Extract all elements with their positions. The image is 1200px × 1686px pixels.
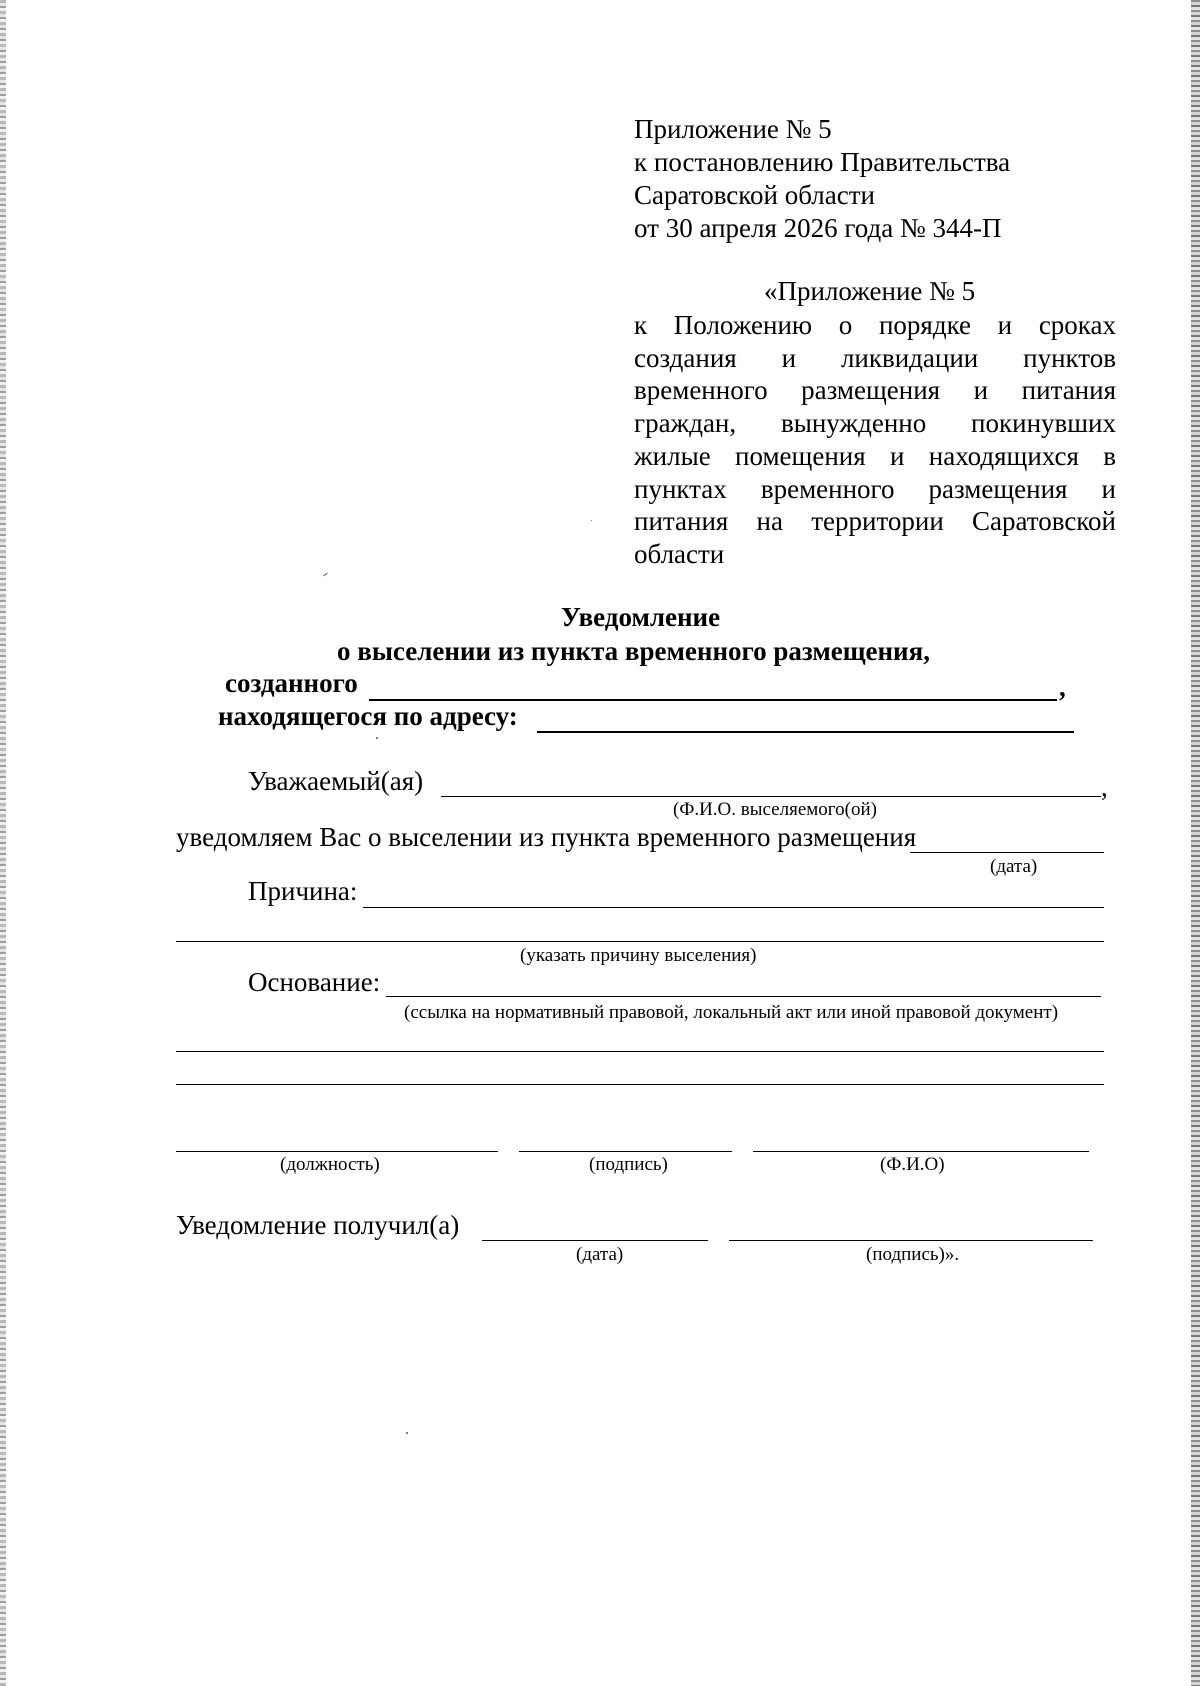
signature-caption: (подпись) [589,1154,668,1175]
notify-text: уведомляем Вас о выселении из пункта временного размещения [176,822,917,852]
salutation-label: Уважаемый(ая) [248,766,424,796]
recipient-name-caption: (Ф.И.О. выселяемого(ой) [673,799,877,820]
created-label: созданного [225,668,358,698]
receipt-date-caption: (дата) [576,1244,624,1265]
basis-label: Основание: [248,967,381,997]
annex-header-line: Саратовской области [634,180,875,210]
basis-field-line-3[interactable] [176,1084,1104,1085]
receipt-date-field-line[interactable] [482,1240,708,1241]
scan-edge-right [1191,0,1200,1686]
eviction-date-field-line[interactable] [910,852,1104,853]
scan-edge-left [0,0,6,1686]
signature-field-line[interactable] [519,1151,732,1152]
receipt-signature-field-line[interactable] [729,1240,1093,1241]
scan-speck [406,1432,408,1434]
scan-speck [323,573,327,577]
created-comma: , [1059,672,1066,702]
notice-subtitle: о выселении из пункта временного размещения, [337,636,930,666]
reason-caption: (указать причину выселения) [520,945,757,966]
regulation-annex-text: к Положению о порядке и сроках создания и ликвидации пунктов временного размещения и питания граждан, вынужденно покинувших жилые помещения и находящихся в пунктах временного размещения и питания на территории Саратовской области [634,310,1116,569]
position-caption: (должность) [280,1154,380,1175]
annex-header-line: от 30 апреля 2026 года № 344-П [634,213,1002,243]
regulation-annex-title: «Приложение № 5 [764,276,976,306]
official-name-field-line[interactable] [753,1151,1089,1152]
annex-header-line: к постановлению Правительства [634,147,1011,177]
position-field-line[interactable] [176,1151,498,1152]
salutation-comma: , [1101,772,1108,802]
annex-header [634,113,1010,245]
address-label: находящегося по адресу: [218,701,518,731]
eviction-date-caption: (дата) [990,856,1038,877]
scan-speck [591,520,592,521]
reason-field-line-2[interactable] [176,941,1104,942]
address-field-line[interactable] [537,731,1074,733]
receipt-signature-caption: (подпись)». [866,1244,960,1265]
basis-caption: (ссылка на нормативный правовой, локальный акт или иной правовой документ) [404,1002,1059,1023]
basis-field-line-1[interactable] [386,996,1101,997]
reason-field-line-1[interactable] [363,907,1104,908]
basis-field-line-2[interactable] [176,1051,1104,1052]
notice-title: Уведомление [561,602,721,632]
reason-label: Причина: [248,876,358,906]
recipient-name-field-line[interactable] [441,796,1101,797]
receipt-label: Уведомление получил(а) [176,1210,460,1240]
scan-speck [376,737,378,739]
official-name-caption: (Ф.И.О) [880,1154,945,1175]
annex-header-line: Приложение № 5 [634,114,832,144]
